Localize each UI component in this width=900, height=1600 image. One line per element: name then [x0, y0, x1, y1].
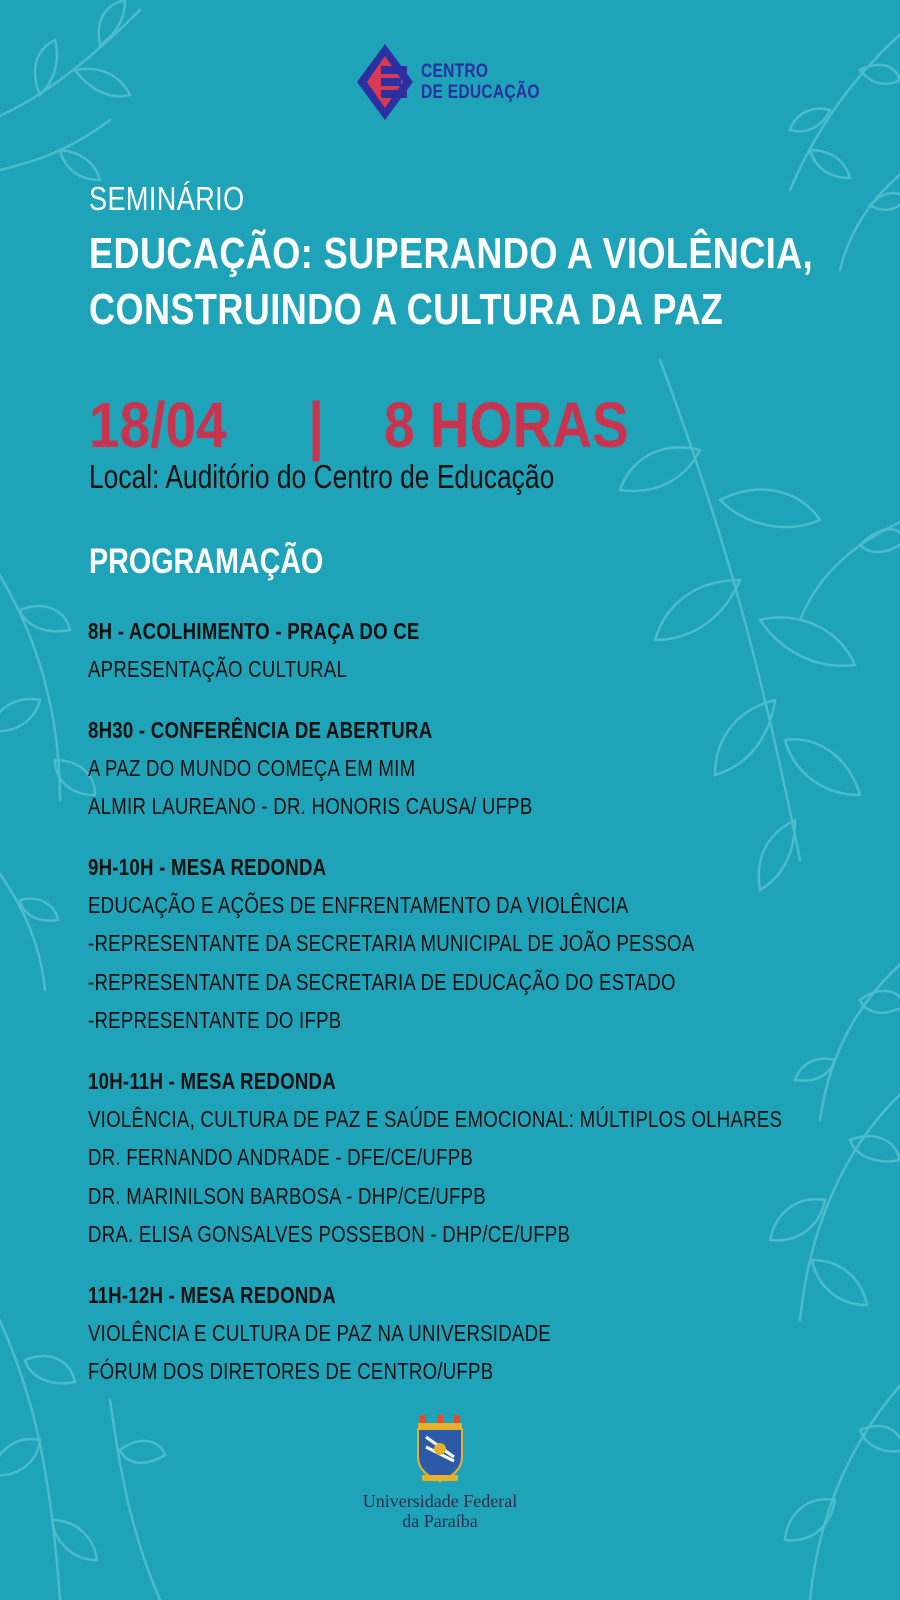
title-line-2: CONSTRUINDO A CULTURA DA PAZ [89, 285, 724, 334]
university-name-line-2: da Paraíba [402, 1511, 478, 1531]
program-block-line: EDUCAÇÃO E AÇÕES DE ENFRENTAMENTO DA VIOLÊNCIA [88, 891, 629, 918]
program-block [88, 848, 817, 1040]
date-time-separator: | [308, 389, 324, 461]
event-time: 8 HORAS [384, 389, 629, 461]
centro-educacao-logo-icon [355, 42, 415, 122]
centro-educacao-logo [355, 42, 566, 122]
program-block-heading: 8H30 - CONFERÊNCIA DE ABERTURA [88, 716, 433, 743]
program-title: PROGRAMAÇÃO [89, 542, 324, 581]
program-block [88, 612, 817, 689]
program-block-line: ALMIR LAUREANO - DR. HONORIS CAUSA/ UFPB [88, 793, 533, 819]
program-block-line: DR. MARINILSON BARBOSA - DHP/CE/UFPB [88, 1182, 486, 1209]
event-kicker: SEMINÁRIO [89, 180, 245, 217]
event-title [89, 226, 827, 338]
program-list [88, 612, 817, 1413]
ufpb-crest-icon [412, 1413, 468, 1487]
program-block-heading: 11H-12H - MESA REDONDA [88, 1281, 336, 1308]
program-block-line: VIOLÊNCIA E CULTURA DE PAZ NA UNIVERSIDADE [88, 1319, 551, 1346]
title-line-1: EDUCAÇÃO: SUPERANDO A VIOLÊNCIA, [89, 229, 814, 278]
ufpb-logo [340, 1413, 540, 1531]
program-block-heading: 9H-10H - MESA REDONDA [88, 853, 327, 880]
university-name [340, 1491, 540, 1531]
program-block-heading: 8H - ACOLHIMENTO - PRAÇA DO CE [88, 618, 420, 644]
program-block [88, 1276, 817, 1391]
event-date: 18/04 [89, 389, 227, 461]
program-block-line: -REPRESENTANTE DA SECRETARIA DE EDUCAÇÃO DO ESTADO [88, 968, 676, 995]
event-date-time [89, 388, 629, 462]
program-block-line: APRESENTAÇÃO CULTURAL [88, 656, 348, 682]
logo-text [421, 61, 540, 103]
event-venue: Local: Auditório do Centro de Educação [89, 458, 555, 495]
logo-line-2: DE EDUCAÇÃO [421, 82, 540, 103]
program-block [88, 1062, 817, 1254]
program-block-line: VIOLÊNCIA, CULTURA DE PAZ E SAÚDE EMOCIONAL: MÚLTIPLOS OLHARES [88, 1105, 783, 1132]
program-block-line: DRA. ELISA GONSALVES POSSEBON - DHP/CE/UFPB [88, 1221, 571, 1247]
program-block-line: -REPRESENTANTE DA SECRETARIA MUNICIPAL DE JOÃO PESSOA [88, 930, 695, 956]
university-name-line-1: Universidade Federal [362, 1491, 518, 1511]
logo-line-1: CENTRO [421, 61, 489, 82]
program-block-line: -REPRESENTANTE DO IFPB [88, 1007, 342, 1033]
program-block-line: DR. FERNANDO ANDRADE - DFE/CE/UFPB [88, 1144, 474, 1170]
program-block-heading: 10H-11H - MESA REDONDA [88, 1067, 336, 1094]
program-block-line: FÓRUM DOS DIRETORES DE CENTRO/UFPB [88, 1358, 494, 1384]
program-block-line: A PAZ DO MUNDO COMEÇA EM MIM [88, 754, 416, 781]
program-block [88, 711, 817, 826]
